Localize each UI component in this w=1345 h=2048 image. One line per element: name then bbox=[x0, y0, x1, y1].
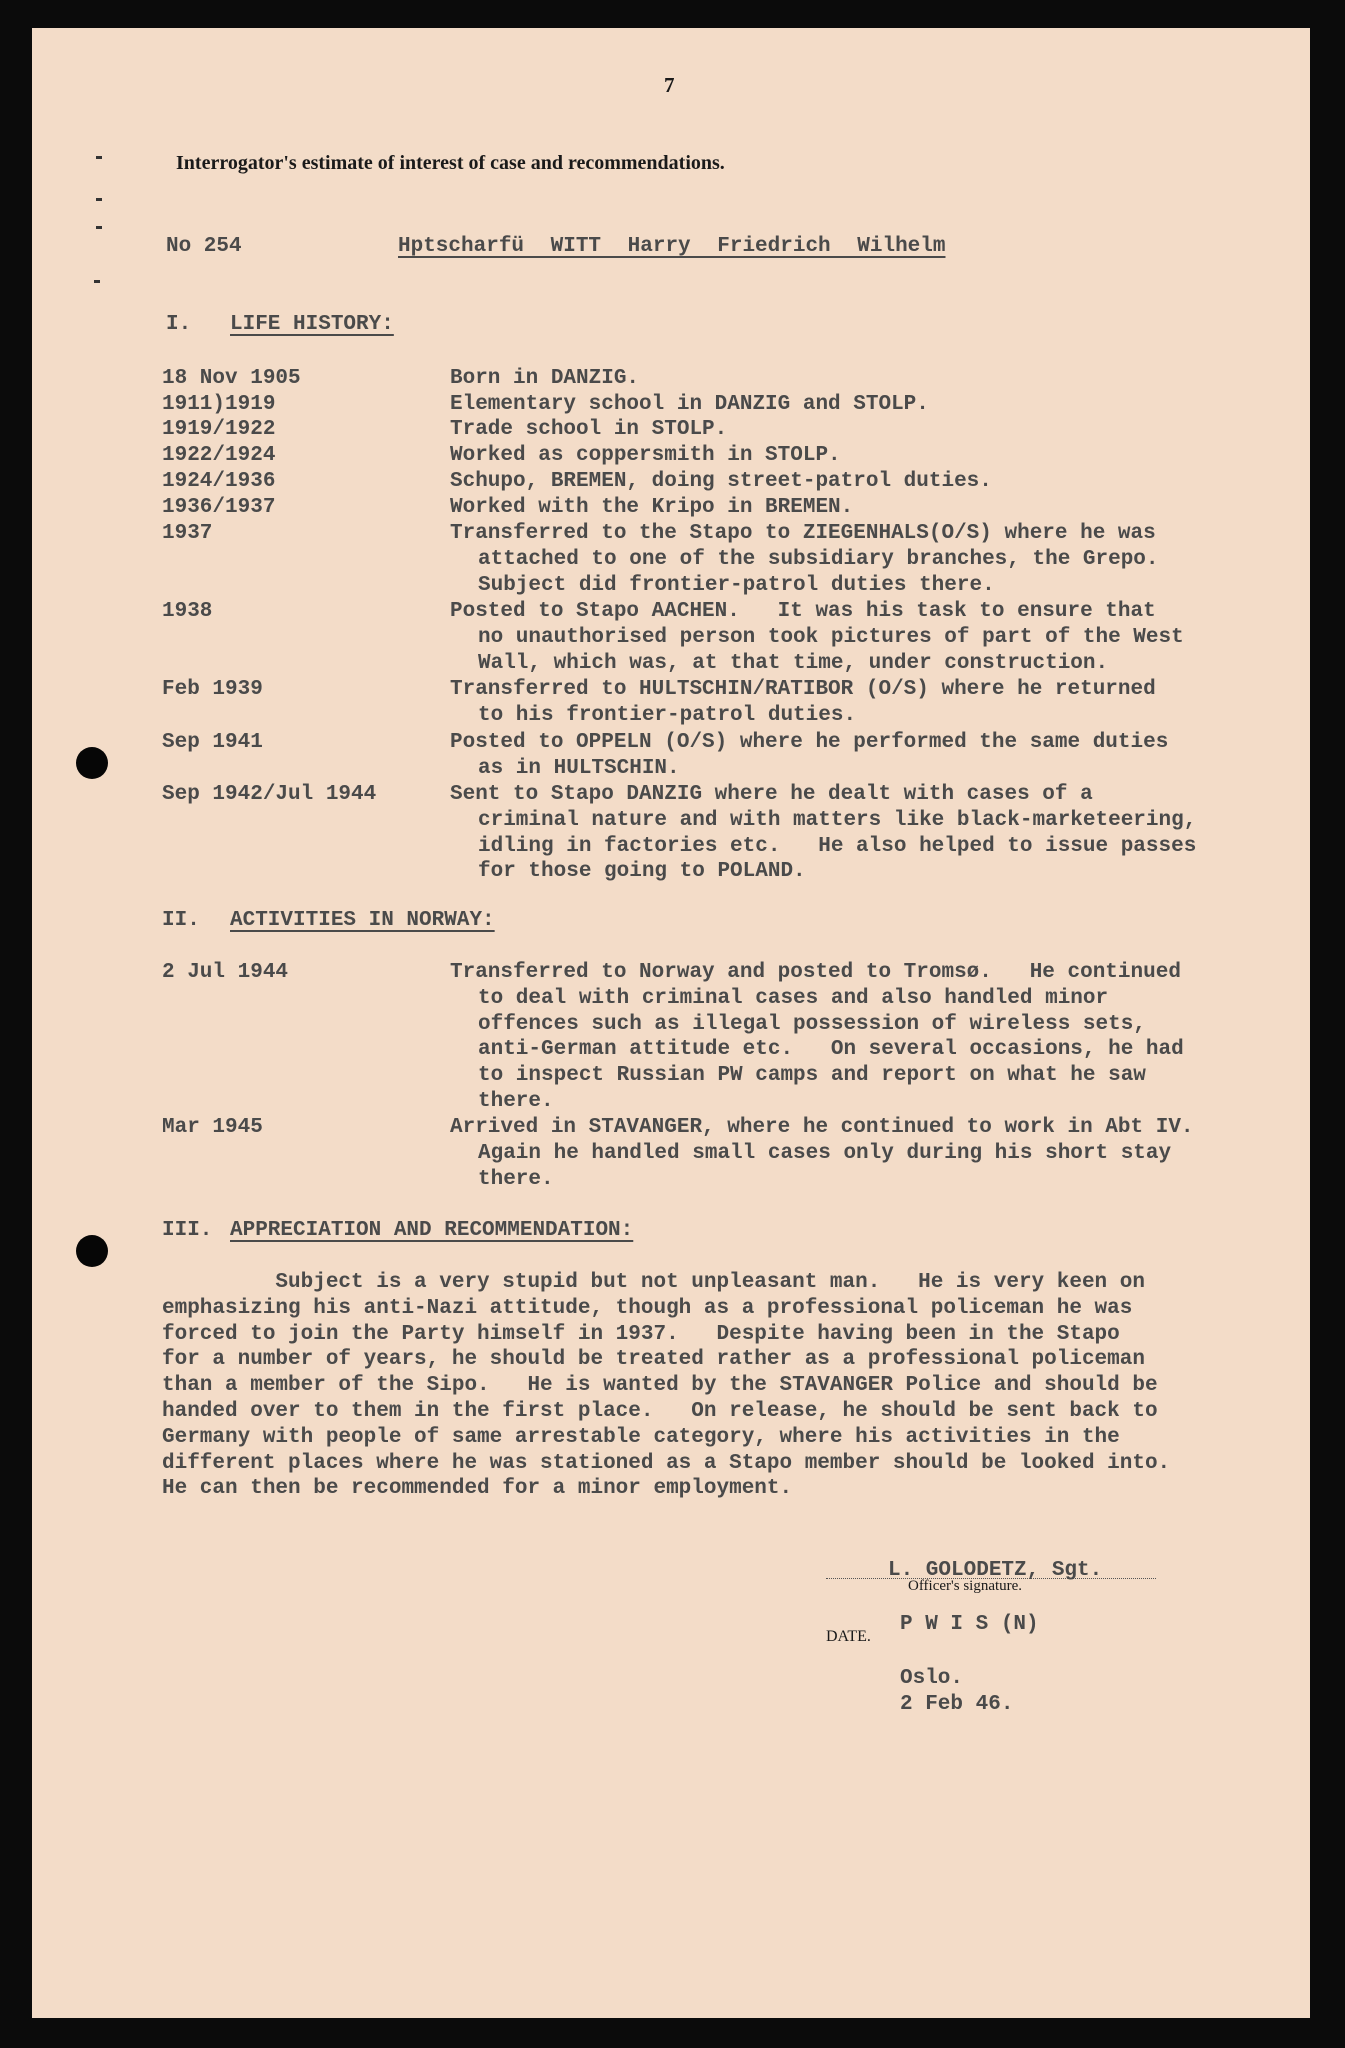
entry-line: there. bbox=[478, 1167, 554, 1191]
entry-text bbox=[450, 599, 1260, 676]
entry-text bbox=[450, 960, 1260, 1115]
entry-text bbox=[450, 677, 1260, 729]
entry-line: Arrived in STAVANGER, where he continued to work in Abt IV. bbox=[450, 1116, 1194, 1139]
signature-name: L. GOLODETZ, Sgt. bbox=[888, 1559, 1103, 1582]
subject-name: Hptscharfü WITT Harry Friedrich Wilhelm bbox=[398, 235, 946, 258]
entry-date: 1911)1919 bbox=[162, 393, 276, 416]
date-label: DATE. bbox=[826, 1628, 871, 1645]
entry-date: Sep 1941 bbox=[162, 731, 263, 754]
paragraph-line: for a number of years, he should be treated rather as a professional policeman bbox=[162, 1348, 1145, 1372]
entry-date: 1919/1922 bbox=[162, 418, 276, 441]
section-1-heading: LIFE HISTORY: bbox=[230, 313, 394, 336]
paragraph-line: Subject is a very stupid but not unpleasant man. He is very keen on bbox=[162, 1271, 1145, 1294]
margin-mark bbox=[94, 280, 100, 283]
section-1-number: I. bbox=[166, 313, 192, 336]
entry-date: 18 Nov 1905 bbox=[162, 367, 301, 390]
entry-text bbox=[450, 521, 1260, 598]
entry-line: attached to one of the subsidiary branches, the Grepo. bbox=[478, 547, 1159, 571]
punch-hole bbox=[76, 747, 108, 779]
paragraph-line: He can then be recommended for a minor employment. bbox=[162, 1477, 793, 1501]
entry-line: to deal with criminal cases and also handled minor bbox=[478, 986, 1109, 1010]
entry-text bbox=[450, 782, 1260, 885]
document-page bbox=[32, 28, 1310, 2018]
entry-line: offences such as illegal possession of wireless sets, bbox=[478, 1012, 1146, 1036]
entry-line: to his frontier-patrol duties. bbox=[478, 703, 857, 727]
paragraph-line: emphasizing his anti-Nazi attitude, though as a professional policeman he was bbox=[162, 1296, 1133, 1320]
subject-number: No 254 bbox=[166, 235, 242, 258]
entry-text bbox=[450, 730, 1260, 782]
entry-line: Transferred to Norway and posted to Tromsø. He continued bbox=[450, 961, 1181, 984]
margin-mark bbox=[96, 198, 102, 201]
entry-date: 2 Jul 1944 bbox=[162, 961, 289, 984]
section-3-number: III. bbox=[162, 1219, 213, 1242]
paragraph-line: different places where he was stationed as a Stapo member should be looked into. bbox=[162, 1451, 1171, 1475]
paragraph-line: than a member of the Sipo. He is wanted by the STAVANGER Police and should be bbox=[162, 1374, 1158, 1398]
entry-text bbox=[450, 392, 1260, 418]
entry-line: idling in factories etc. He also helped to issue passes bbox=[478, 834, 1197, 858]
entry-date: 1924/1936 bbox=[162, 470, 276, 493]
entry-line: Subject did frontier-patrol duties there. bbox=[478, 573, 995, 597]
paragraph-line: handed over to them in the first place. On release, he should be sent back to bbox=[162, 1399, 1158, 1423]
entry-line: anti-German attitude etc. On several occasions, he had bbox=[478, 1038, 1184, 1062]
entry-line: Elementary school in DANZIG and STOLP. bbox=[450, 393, 929, 416]
entry-text bbox=[450, 417, 1260, 443]
entry-date: 1922/1924 bbox=[162, 444, 276, 467]
entry-line: Posted to Stapo AACHEN. It was his task to ensure that bbox=[450, 600, 1156, 623]
entry-text bbox=[450, 495, 1260, 521]
entry-line: as in HULTSCHIN. bbox=[478, 756, 680, 780]
document-header: Interrogator's estimate of interest of case and recommendations. bbox=[176, 152, 725, 174]
entry-text bbox=[450, 366, 1260, 392]
unit-name: P W I S (N) bbox=[900, 1613, 1039, 1636]
section-2-number: II. bbox=[162, 909, 200, 932]
margin-mark bbox=[96, 226, 102, 229]
entry-line: Trade school in STOLP. bbox=[450, 418, 728, 441]
page-number: 7 bbox=[664, 73, 675, 97]
entry-line: Worked as coppersmith in STOLP. bbox=[450, 444, 841, 467]
entry-date: Feb 1939 bbox=[162, 678, 263, 701]
entry-line: Wall, which was, at that time, under construction. bbox=[478, 651, 1109, 675]
entry-line: no unauthorised person took pictures of part of the West bbox=[478, 625, 1184, 649]
entry-text bbox=[450, 443, 1260, 469]
margin-mark bbox=[96, 156, 102, 159]
entry-date: 1938 bbox=[162, 600, 213, 623]
entry-date: Mar 1945 bbox=[162, 1116, 263, 1139]
punch-hole bbox=[76, 1235, 108, 1267]
paragraph-line: Germany with people of same arrestable category, where his activities in the bbox=[162, 1425, 1120, 1449]
section-3-heading: APPRECIATION AND RECOMMENDATION: bbox=[230, 1219, 634, 1242]
entry-text bbox=[450, 469, 1260, 495]
entry-text bbox=[450, 1115, 1260, 1192]
paragraph-line: forced to join the Party himself in 1937. Despite having been in the Stapo bbox=[162, 1322, 1120, 1346]
entry-line: Again he handled small cases only during his short stay bbox=[478, 1141, 1172, 1165]
entry-line: Posted to OPPELN (O/S) where he performed the same duties bbox=[450, 731, 1169, 754]
entry-line: Schupo, BREMEN, doing street-patrol duties. bbox=[450, 470, 992, 493]
entry-line: Worked with the Kripo in BREMEN. bbox=[450, 496, 854, 519]
signature-place: Oslo. bbox=[900, 1667, 964, 1690]
entry-line: for those going to POLAND. bbox=[478, 860, 806, 884]
entry-line: to inspect Russian PW camps and report on what he saw bbox=[478, 1064, 1146, 1088]
entry-date: 1936/1937 bbox=[162, 496, 276, 519]
signature-date: 2 Feb 46. bbox=[900, 1693, 1014, 1716]
entry-line: Transferred to HULTSCHIN/RATIBOR (O/S) where he returned bbox=[450, 678, 1156, 701]
section-2-heading: ACTIVITIES IN NORWAY: bbox=[230, 909, 495, 932]
entry-line: Sent to Stapo DANZIG where he dealt with cases of a bbox=[450, 783, 1093, 806]
entry-date: 1937 bbox=[162, 522, 213, 545]
entry-line: Born in DANZIG. bbox=[450, 367, 640, 390]
signature-caption: Officer's signature. bbox=[908, 1578, 1023, 1594]
entry-line: criminal nature and with matters like black-marketeering, bbox=[478, 808, 1197, 832]
recommendation-paragraph bbox=[162, 1270, 1262, 1502]
entry-line: there. bbox=[478, 1089, 554, 1113]
entry-line: Transferred to the Stapo to ZIEGENHALS(O/S) where he was bbox=[450, 522, 1156, 545]
entry-date: Sep 1942/Jul 1944 bbox=[162, 783, 377, 806]
